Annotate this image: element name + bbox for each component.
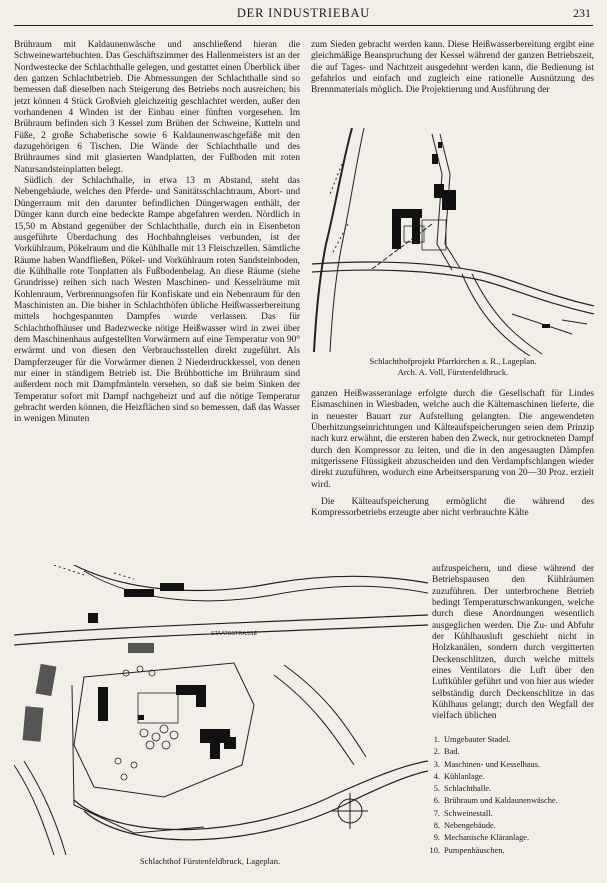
right-column-top (311, 40, 594, 97)
paragraph: Die Kälteaufspeicherung ermöglicht die während des Kompressorbetriebs erzeugte aber nicht verbrauchte Kälte (311, 497, 594, 519)
legend-item: 10. Pumpenhäuschen. (429, 845, 505, 855)
legend-item: 9. Mechanische Kläranlage. (433, 833, 530, 843)
figure-caption-top (312, 356, 594, 377)
right-column-middle (311, 389, 594, 520)
legend-item: 7. Schweinestall. (433, 808, 493, 818)
legend-item: 2. Bad. (433, 747, 460, 757)
legend-item: 1. Umgebauter Stadel. (433, 735, 511, 744)
legend-item: 6. Brühraum und Kaldaunenwäsche. (433, 796, 558, 806)
page-number: 231 (573, 6, 591, 20)
site-plan-fuerstenfeldbruck (14, 565, 428, 855)
legend-item: 4. Kühlanlage. (433, 771, 485, 781)
journal-title: DER INDUSTRIEBAU (236, 6, 371, 20)
legend-item: 3. Maschinen- und Kesselhaus. (433, 759, 541, 769)
caption-line: Arch. A. Voll, Fürstenfeldbruck. (397, 366, 509, 377)
figure-caption-bottom: Schlachthof Fürstenfeldbruck, Lageplan. (139, 856, 281, 866)
right-column-narrow (432, 564, 594, 723)
road-label: STAATSSTRASSE (210, 631, 258, 637)
site-plan-pfarrkirchen (312, 124, 594, 356)
legend-item: 5. Schlachthalle. (433, 784, 492, 794)
caption-line: Schlachthofprojekt Pfarrkirchen a. R., Lageplan. (369, 356, 537, 366)
left-column (14, 40, 300, 426)
figure-legend (426, 734, 558, 857)
paragraph: Südlich der Schlachthalle, in etwa 13 m Abstand, steht das Nebengebäude, welches den Pferde- und Sanitätsschlachtraum, Abort- und Düngerraum mit den darunter befindlichen Düngerwagen enthält, der Dünger kann durch eine bedeckte Rampe abgefahren werden. Nördlich in 15,50 m Abstand gegenüber der Schlachthalle, durch ein in Eisenbeton ausgeführte Überdachung des Hochbahngleises verbunden, ist der Vorkühlraum, Pökelraum und die Kühlhalle mit 13 Fleischzellen. Sämtliche Räume haben Wandfließen, Pökel- und Vorkühlraum roten Sandsteinboden, die Kühlhalle rote Tonplatten als Fußbodenbelag. An diese Räume (siehe Grundrisse) reihen sich nach Westen Maschinen- und Kesselräume mit Kohlenraum, Verbrennungsofen für Konfiskate und ein Nebenraum für den Maschinisten an. Die bisher in Schlachthöfen übliche Heißwasserbereitung mittels hochgespannten Dampfes wurde verlassen. Das für Schlachthofhäuser und Badezwecke nötige Heißwasser wird in zwei über dem Maschinenhaus aufgestellten Vorwärmern auf eine Temperatur von 90° erwärmt und von diesen den Verbrauchsstellen direkt zugeführt. Als Dampferzeuger für die Vorwärmer dienen 2 Niederdruckkessel, von denen nur einer in ständigem Betrieb ist. Die Brühbottiche im Brühraum sind außerdem noch mit Dampfmänteln versehen, so daß sie beim Sinken der Temperatur sofort mit Dampf nachgeheizt und auf die nötige Temperatur gebracht werden können, die Heizflächen sind so bemessen, daß das Wasser in wenigen Minuten (14, 176, 300, 425)
legend-item: 8. Nebengebäude. (433, 821, 496, 831)
paragraph: zum Sieden gebracht werden kann. Diese Heißwasserbereitung ergibt eine gleichmäßige Beanspruchung der Kessel während der ganzen Betriebszeit, die auf Tages- und Nachtzeit ausgedehnt werden kann, die Bedienung ist gefahrlos und einfach und zugleich eine rationelle Ausnützung des Brennmaterials möglich. Die Projektierung und Ausführung der (311, 40, 594, 96)
paragraph: Brühraum mit Kaldaunenwäsche und anschließend hieran die Schweinewartebuchten. Das Geschäftszimmer des Hallenmeisters ist an der Nordwestecke der Schlachthalle gelegen, und gestattet einen Überblick über den ganzen Schlachtbetrieb. Die Abmessungen der Schlachthalle sind so bemessen daß dieselben nach Steigerung des Betriebs noch ausreichen; bis jetzt können 4 Stück Großvieh gleichzeitig geschlachtet werden, außer den vorhandenen 4 Winden ist der Einbau einer fünften vorgesehen. Im Brühraum befinden sich 3 Kessel zum Brühen der Schweine, Kutteln und Füße, 2 große Schabetische sowie 6 Kaldaunenwaschgefäße mit den dazugehörigen 6 Tischen. Die Wände der Schlachthalle und des Brühraumes sind mit glasierten Wandplatten, der Fußboden mit roten Natursandsteinplatten belegt. (14, 40, 300, 175)
running-header (14, 5, 593, 26)
paragraph: aufzuspeichern, und diese während der Betriebspausen den Kühlräumen zuzuführen. Der unterbrochene Betrieb bedingt Temperaturschwankungen, welche durch diese Anordnungen wesentlich ausgeglichen werden. Die Zu- und Abfuhr der Kühlhausluft geschieht nicht in Holzkanälen, sondern durch vergitterten Deckenschlitzen, durch welche mittels eines Ventilators die Luft über den Luftkühler geführt und von hier aus wieder selbständig durch Deckenschlitze in das Kühlhaus gelangt; durch den Wegfall der vielfach üblichen (432, 564, 594, 722)
paragraph: ganzen Heißwasseranlage erfolgte durch die Gesellschaft für Lindes Eismaschinen in Wiesbaden, welche auch die Kältemaschinen lieferte, die in neuester Bauart zur Aufstellung gelangten. Die angewendeten Überhitzungseinrichtungen und Kälteaufspeicherungen seien dem Prinzip nach kurz erwähnt, die ersteren haben den Zweck, nur getrockneten Dampf durch den Kompressor zu leiten, und die in den angesaugten Dämpfen mitgerissene Flüssigkeit abzuscheiden und den Verdampfschlangen wieder direkt zuzuführen, wodurch eine Arbeitsersparung von 20—30 Proz. erzielt wird. (311, 389, 594, 490)
